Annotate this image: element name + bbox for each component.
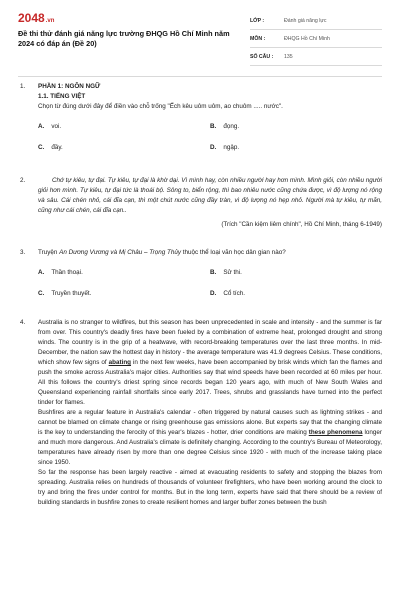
passage-paragraph-1	[38, 318, 382, 408]
option-text: voi.	[51, 123, 62, 130]
meta-row-mon	[250, 30, 382, 48]
question-1	[20, 82, 382, 112]
meta-label-mon: MÔN :	[250, 35, 266, 42]
q3-option-d[interactable]: D. Cổ tích.	[210, 290, 246, 297]
meta-value-socau: 135	[284, 53, 293, 60]
question-4	[20, 318, 382, 508]
passage-paragraph-2	[38, 408, 382, 468]
meta-value-lop: Đánh giá năng lực	[284, 17, 327, 24]
meta-row-lop	[250, 12, 382, 30]
question-2	[20, 176, 382, 230]
q3-option-c[interactable]: C. Truyền thuyết.	[38, 290, 92, 297]
section-title: PHẦN 1: NGÔN NGỮ	[38, 83, 101, 90]
passage-source: (Trích "Cần kiệm liêm chính", Hồ Chí Minh, tháng 6-1949)	[221, 221, 382, 228]
q1-option-c[interactable]: C. đầy.	[38, 144, 63, 151]
highlighted-word: abating	[108, 359, 132, 366]
meta-label-socau: SỐ CÂU :	[250, 53, 274, 60]
question-stem: Chọn từ đúng dưới đây để điền vào chỗ trống "Ếch kêu uôm uôm, ao chuôm ..... nước".	[38, 103, 283, 110]
meta-value-mon: ĐHQG Hồ Chí Minh	[284, 35, 330, 42]
question-passage: Chớ tự kiêu, tự đại. Tự kiêu, tự đại là khờ dại. Vì mình hay, còn nhiều người hay hơn mình. Mình giỏi, còn nhiều người giỏi hơn mình. Tự kiêu, tự đại tức là thoái bộ. Sông to, biển rộng, thì bao nhiêu nước cũng chứa được, vì độ lượng nó rộng và sâu. Cái chén nhỏ, cái đĩa cạn, thì một chút nước cũng đầy tràn, vì độ lượng nó hẹp nhỏ. Người mà tự kiêu, tự mãn, cũng như cái chén, cái đĩa cạn..	[38, 177, 382, 214]
document-title: Đề thi thử đánh giá năng lực trường ĐHQG Hồ Chí Minh năm 2024 có đáp án (Đề 20)	[18, 29, 230, 48]
option-text: Cổ tích.	[223, 290, 246, 297]
q1-option-a[interactable]: A. voi.	[38, 123, 62, 130]
question-number: 2.	[20, 177, 26, 184]
option-text: Thần thoại.	[51, 269, 83, 276]
stem-text: Truyện	[38, 249, 60, 256]
passage-text: longer and much more dangerous. And Australia's climate is definitely changing. According to the country's Bureau of Meteorology, temperatures have already risen by more than one degree Celsius since 1920 - with much of the increase taking place since 1950.	[38, 429, 382, 466]
highlighted-phrase: these phenomena	[308, 429, 363, 436]
option-text: đầy.	[51, 144, 63, 151]
passage-text: in the next few weeks, have been accompanied by brisk winds which fan the flames and push the smoke across Australia's major cities. Authorities say that wind speeds have been recorded at 60 miles per hour. All this follows the country's driest spring since records began 120 years ago, with much of New South Wales and Queensland experiencing rainfall shortfalls since early 2017. Trees, shrubs and grasslands have turned into the perfect tinder for flames.	[38, 359, 383, 406]
question-number: 3.	[20, 249, 26, 256]
passage-text: Bushfires are a regular feature in Australia's calendar - often triggered by natural causes such as lightning strikes - and cannot be blamed on climate change or rising greenhouse gas emissions alone. But experts say that the changing climate is the key to understanding the ferocity of this year's blazes - hotter, drier conditions are making	[38, 409, 382, 436]
work-title: An Dương Vương và Mị Châu – Trọng Thủy	[59, 249, 182, 256]
q1-option-d[interactable]: D. ngập.	[210, 144, 240, 151]
logo-tld: .vn	[45, 18, 55, 24]
header-divider	[18, 76, 382, 77]
exam-meta	[250, 12, 382, 66]
option-text: Truyền thuyết.	[51, 290, 92, 297]
meta-row-socau	[250, 48, 382, 66]
stem-text: thuộc thể loại văn học dân gian nào?	[181, 249, 286, 256]
question-number: 4.	[20, 319, 26, 326]
option-text: ngập.	[223, 144, 240, 151]
meta-label-lop: LỚP :	[250, 17, 265, 24]
logo-text: 2048	[18, 11, 45, 25]
q3-option-b[interactable]: B. Sử thi.	[210, 269, 242, 276]
subsection-title: 1.1. TIẾNG VIỆT	[38, 93, 86, 100]
q1-option-b[interactable]: B. đọng.	[210, 123, 240, 130]
questions-content	[20, 82, 382, 508]
passage-paragraph-3: So far the response has been largely reactive - aimed at evacuating residents to safety and stopping the blazes from spreading. Australia relies on hundreds of thousands of volunteer firefighters, who have been working around the clock to try and bring the fires under control for months. But in the long term, experts have said that there should be a review of building standards in bushfire zones to create resilient homes and larger buffer zones between the bush	[38, 469, 382, 506]
option-text: đọng.	[223, 123, 240, 130]
question-stem	[38, 248, 382, 258]
passage-text: Australia is no stranger to wildfires, but this season has been unprecedented in scale and intensity - and the summer is far from over. This country's deadly fires have been fueled by a combination of extreme heat, prolonged drought and strong winds. The country is in the grip of a heatwave, with record-breaking temperatures over the last three months. In mid-December, the nation saw the hottest day in history - the average temperature was 41.9 degrees Celsius. These conditions, which show few signs of	[38, 319, 382, 366]
question-3	[20, 248, 382, 258]
question-number: 1.	[20, 83, 26, 90]
option-text: Sử thi.	[223, 269, 242, 276]
q1-options	[20, 122, 382, 164]
page-header	[0, 0, 400, 76]
site-logo[interactable]	[18, 11, 54, 25]
q3-options	[20, 268, 382, 310]
q3-option-a[interactable]: A. Thần thoại.	[38, 269, 83, 276]
